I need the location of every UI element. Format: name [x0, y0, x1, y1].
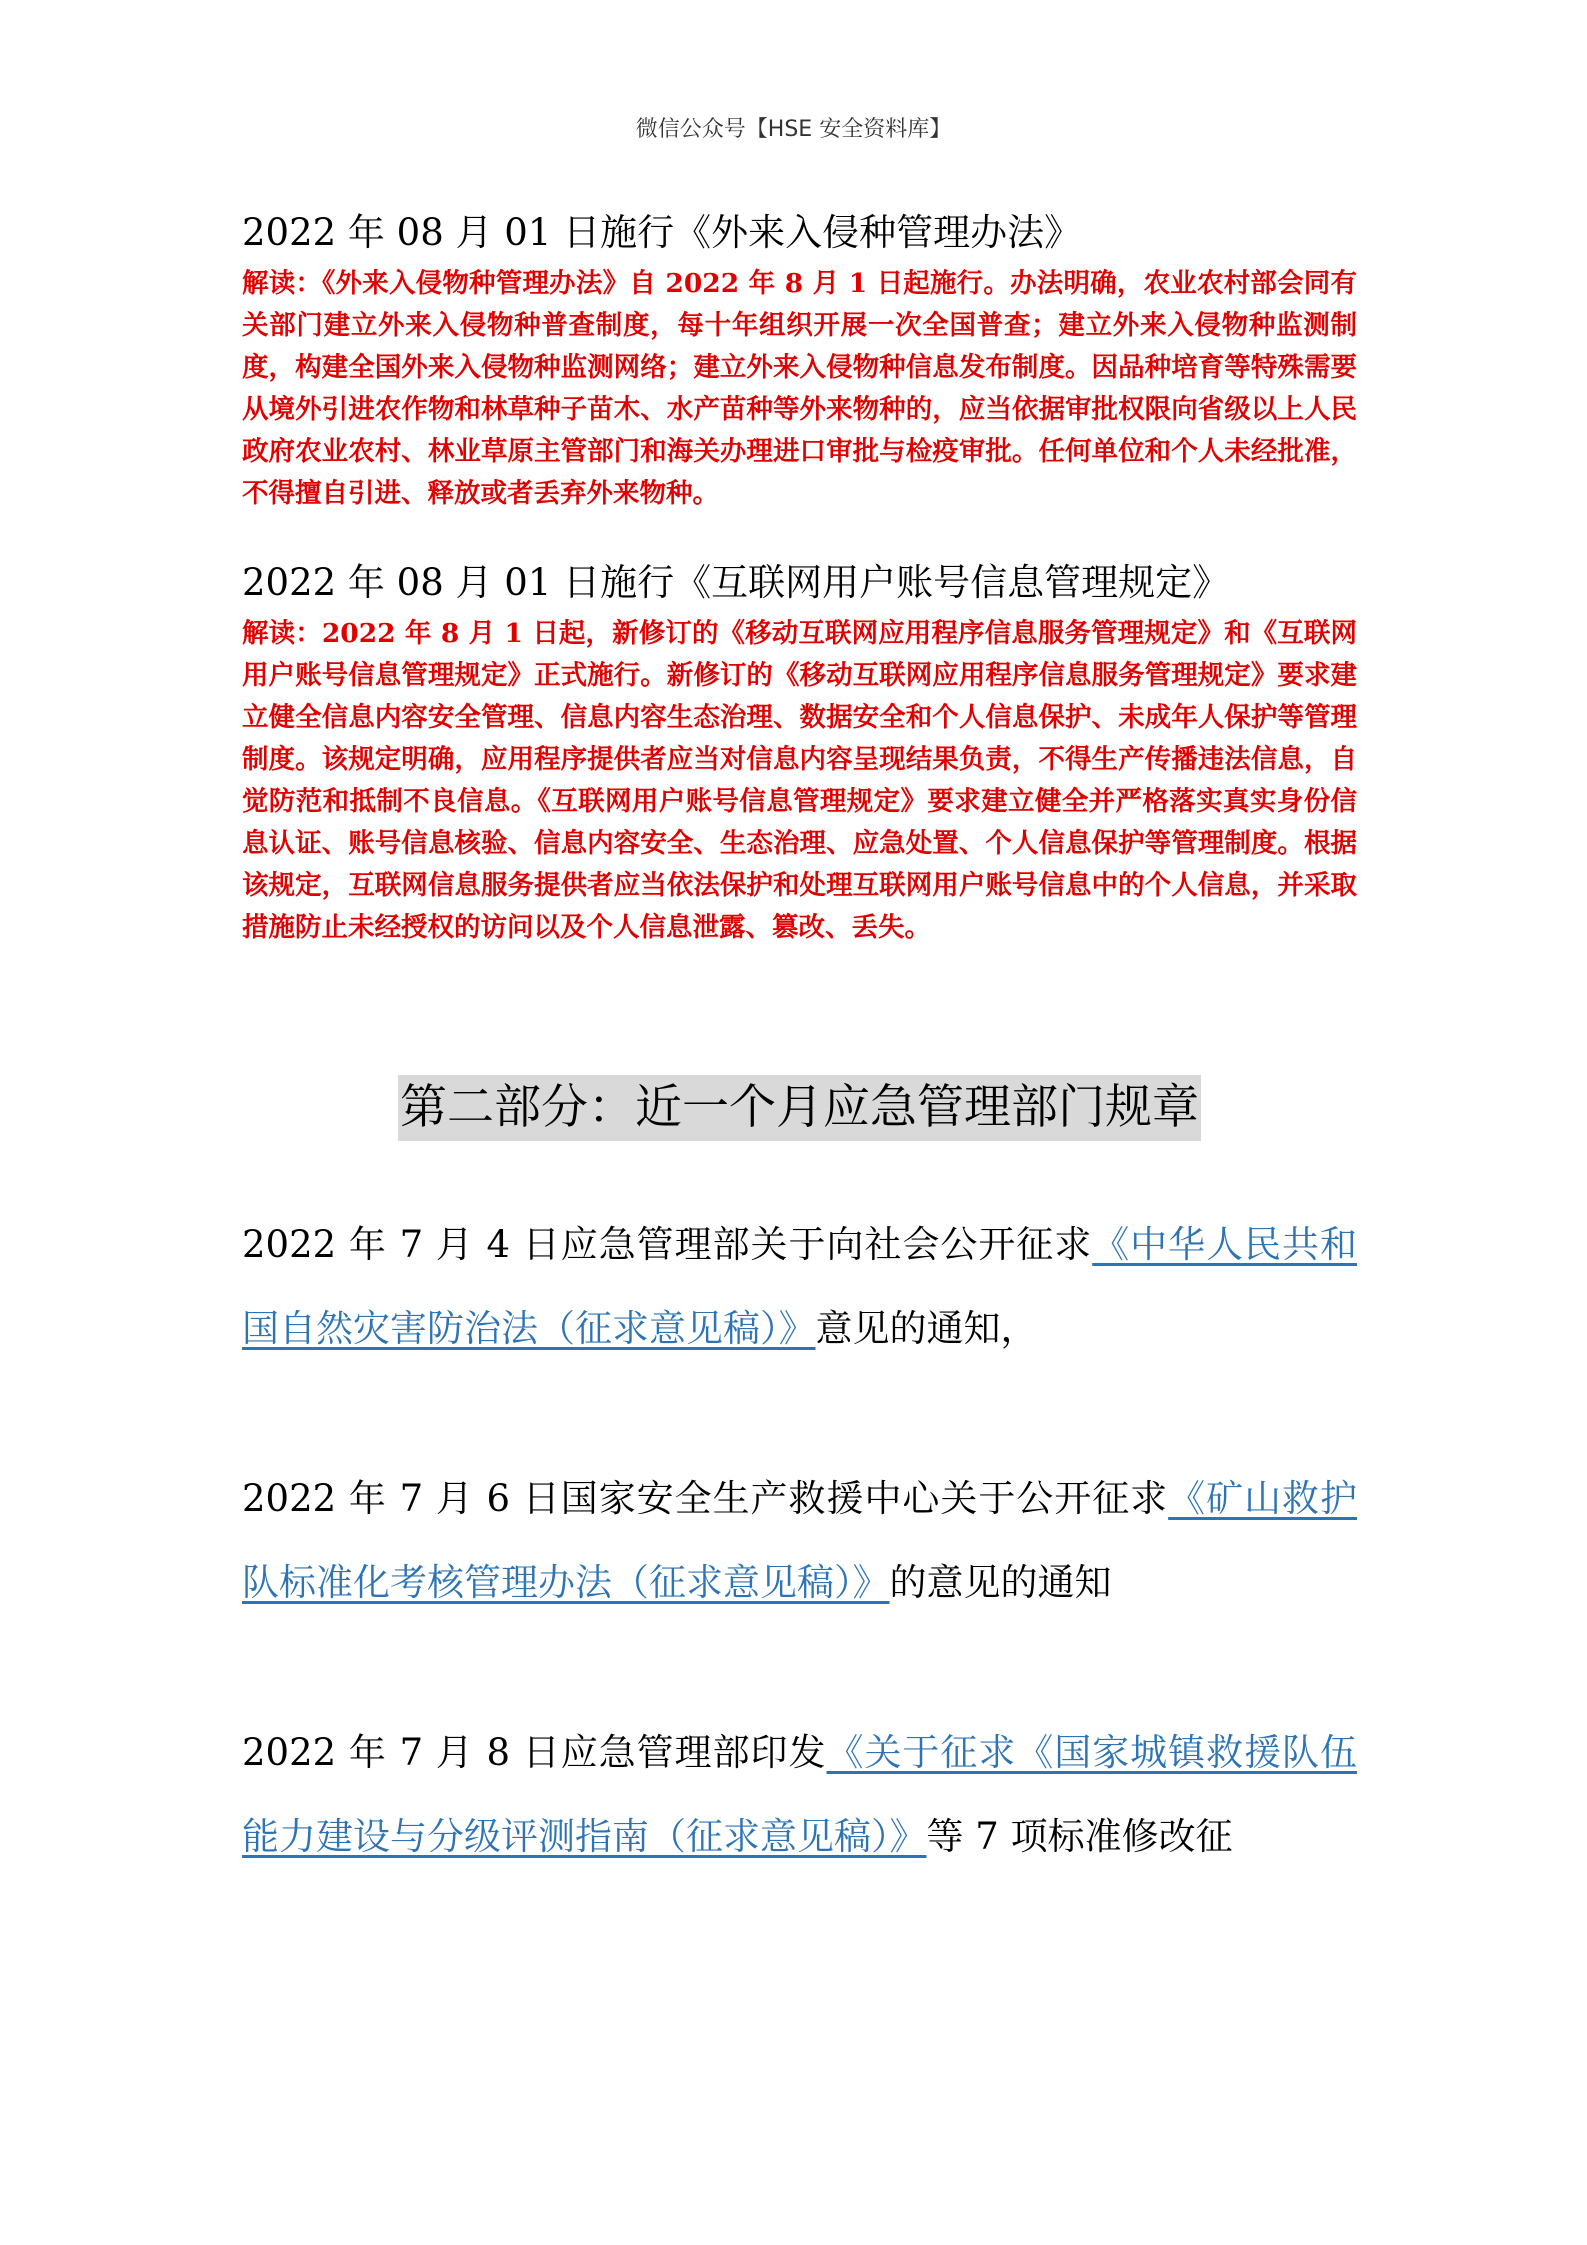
section-heading-container	[242, 1075, 1357, 1141]
notice-item	[242, 1457, 1357, 1625]
section-heading: 第二部分：近一个月应急管理部门规章	[398, 1075, 1201, 1141]
notice-text: 2022 年 7 月 8 日应急管理部印发	[242, 1731, 827, 1774]
page-header: 微信公众号【HSE 安全资料库】	[635, 117, 952, 142]
document-body	[242, 205, 1357, 1879]
notice-text: 意见的通知，	[815, 1307, 1038, 1350]
notice-text: 等 7 项标准修改征	[926, 1815, 1233, 1858]
law-interpretation: 解读：《外来入侵物种管理办法》自 2022 年 8 月 1 日起施行。办法明确，农业农村部会同有关部门建立外来入侵物种普查制度，每十年组织开展一次全国普查；建立外来入侵物种监测制度，构建全国外来入侵物种监测网络；建立外来入侵物种信息发布制度。因品种培育等特殊需要从境外引进农作物和林草种子苗木、水产苗种等外来物种的，应当依据审批权限向省级以上人民政府农业农村、林业草原主管部门和海关办理进口审批与检疫审批。任何单位和个人未经批准，不得擅自引进、释放或者丢弃外来物种。	[242, 268, 1357, 509]
law-title: 2022 年 08 月 01 日施行《外来入侵种管理办法》	[242, 211, 1082, 254]
notice-text: 2022 年 7 月 6 日国家安全生产救援中心关于公开征求	[242, 1477, 1169, 1520]
notice-text: 的意见的通知	[889, 1561, 1112, 1604]
notice-item	[242, 1203, 1357, 1371]
notice-link[interactable]: 《矿山救护队标准化考核管理办法（征求意见稿）》	[242, 1477, 1357, 1604]
law-entry	[242, 205, 1357, 515]
notice-link[interactable]: 《中华人民共和国自然灾害防治法（征求意见稿）》	[242, 1223, 1357, 1350]
law-title: 2022 年 08 月 01 日施行《互联网用户账号信息管理规定》	[242, 561, 1230, 604]
notice-text: 2022 年 7 月 4 日应急管理部关于向社会公开征求	[242, 1223, 1093, 1266]
law-entry	[242, 555, 1357, 949]
notice-item	[242, 1711, 1357, 1879]
law-interpretation: 解读：2022 年 8 月 1 日起，新修订的《移动互联网应用程序信息服务管理规定》和《互联网用户账号信息管理规定》正式施行。新修订的《移动互联网应用程序信息服务管理规定》要求建立健全信息内容安全管理、信息内容生态治理、数据安全和个人信息保护、未成年人保护等管理制度。该规定明确，应用程序提供者应当对信息内容呈现结果负责，不得生产传播违法信息，自觉防范和抵制不良信息。《互联网用户账号信息管理规定》要求建立健全并严格落实真实身份信息认证、账号信息核验、信息内容安全、生态治理、应急处置、个人信息保护等管理制度。根据该规定，互联网信息服务提供者应当依法保护和处理互联网用户账号信息中的个人信息，并采取措施防止未经授权的访问以及个人信息泄露、篡改、丢失。	[242, 618, 1357, 943]
notice-link[interactable]: 《关于征求《国家城镇救援队伍能力建设与分级评测指南（征求意见稿）》	[242, 1731, 1357, 1858]
